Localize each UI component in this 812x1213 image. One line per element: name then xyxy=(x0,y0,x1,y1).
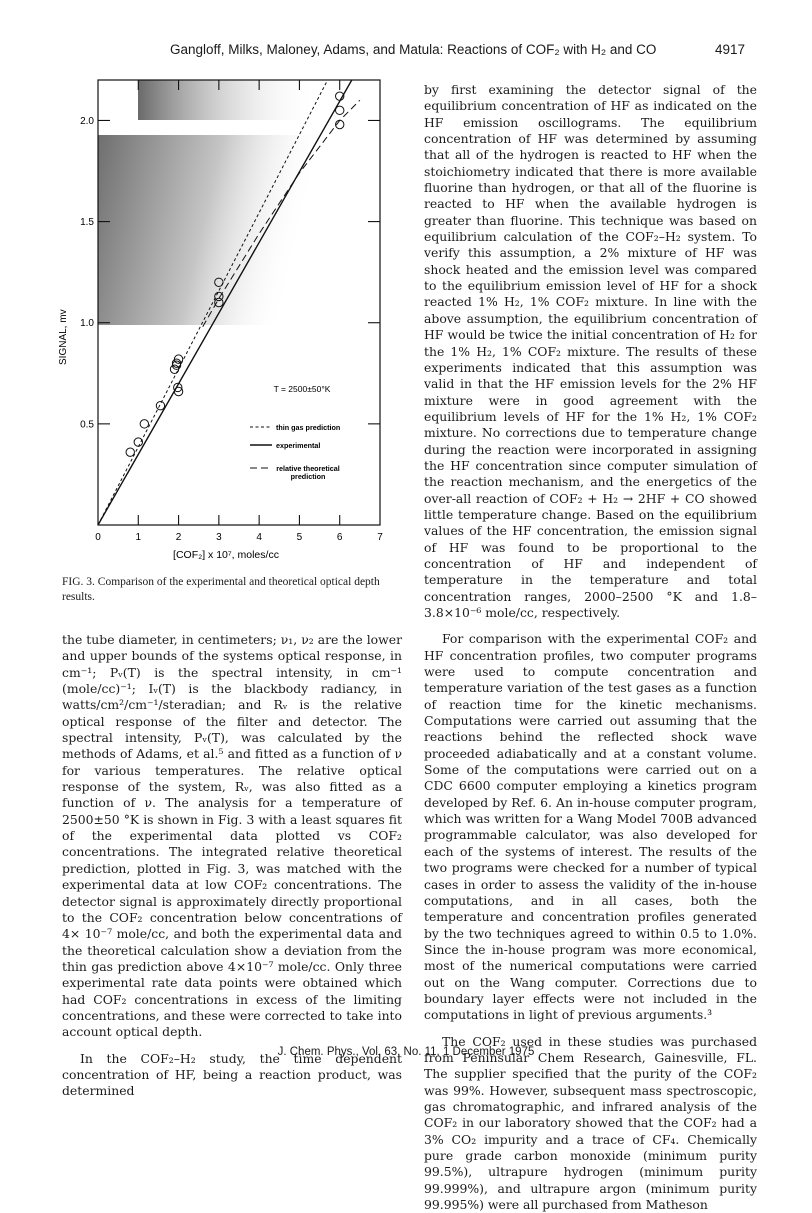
running-title: Gangloff, Milks, Maloney, Adams, and Matula: Reactions of COF₂ with H₂ and CO xyxy=(170,42,657,57)
y-axis-label: SIGNAL, mv xyxy=(58,309,69,365)
paragraph: by first examining the detector signal of the equilibrium concentration of HF as indicated on the HF emission oscillograms. The equilibrium concentration of HF was determined by assuming that all of the hydrogen is reacted to HF when the stoichiometry indicated that there is more available fluorine than hydrogen, or that all of the fluorine is reacted to HF when the available hydrogen is greater than fluorine. This technique was based on equilibrium calculation of the COF₂–H₂ system. To verify this assumption, a 2% mixture of HF was shock heated and the emission level was compared to the equilibrium emission level of HF for a shock reacted 1% H₂, 1% COF₂ mixture. In line with the above assumption, the equilibrium concentration of HF would be twice the initial concentration of H₂ for the 1% H₂, 1% COF₂ mixture. The results of these experiments indicated that this assumption was valid in that the HF emission levels for the 2% HF mixture were in good agreement with the equilibrium levels of HF for the 1% H₂, 1% COF₂ mixture. No corrections due to temperature change during the reaction were incorporated in assigning the HF concentration since computer simulation of the reaction mechanism, and the energetics of the over-all reaction of COF₂ + H₂ → 2HF + CO showed little temperature change. Based on the equilibrium values of the HF concentration, the emission signal of HF was found to be proportional to the concentration of HF and independent of temperature in the temperature and total concentration ranges, 2000–2500 °K and 1.8–3.8×10⁻⁶ mole/cc, respectively. xyxy=(424,82,757,620)
paragraph: For comparison with the experimental COF₂ and HF concentration profiles, two computer programs were used to compute concentration and temperature variation of the test gases as a function of reaction time for the kinetic mechanisms. Computations were carried out assuming that the reactions behind the reflected shock wave proceeded adiabatically and at a constant volume. Some of the computations were carried out on a CDC 6600 computer employing a kinetics program developed by Ref. 6. An in-house computer program, which was written for a Wang Model 700B advanced programmable calculator, was also developed for each of the systems of interest. The results of the two programs were checked for a number of typical cases in order to assess the validity of the in-house computations, and in all cases, both the temperature and concentration profiles generated by the two techniques agreed to within 0.5 to 1.0%. Since the in-house program was more economical, most of the numerical computations were carried out on the Wang computer. Corrections due to boundary layer effects were not included in the computations in light of previous arguments.³ xyxy=(424,631,757,1023)
y-tick-label: 0.5 xyxy=(80,419,94,431)
journal-footer: J. Chem. Phys., Vol. 63, No. 11, 1 December 1975 xyxy=(277,1046,535,1058)
right-column xyxy=(424,82,757,1213)
legend-label-experimental: experimental xyxy=(276,441,321,450)
x-tick-label: 6 xyxy=(336,532,343,543)
x-tick-label: 2 xyxy=(175,532,182,543)
legend-label-relative-1: relative theoretical xyxy=(276,464,340,473)
page-number: 4917 xyxy=(714,42,745,57)
paragraph: the tube diameter, in centimeters; ν₁, ν₂ are the lower and upper bounds of the systems optical response, in cm⁻¹; Pᵥ(T) is the spectral intensity, in cm⁻¹ (mole/cc)⁻¹; Iᵥ(T) is the blackbody radiancy, in watts/cm²/cm⁻¹/steradian; and Rᵥ is the relative optical response of the filter and detector. The spectral intensity, Pᵥ(T), was calculated by the methods of Adams, et al.⁵ and fitted as a function of ν for various temperatures. The relative optical response of the system, Rᵥ, was also fitted as a function of ν. The analysis for a temperature of 2500±50 °K is shown in Fig. 3 with a least squares fit of the experimental data plotted vs COF₂ concentrations. The integrated relative theoretical prediction, plotted in Fig. 3, was matched with the experimental data at low COF₂ concentrations. The detector signal is approximately directly proportional to the COF₂ concentration below concentrations of 4× 10⁻⁷ mole/cc, and both the experimental data and the theoretical calculation show a deviation from the thin gas prediction above 4×10⁻⁷ mole/cc. Only three experimental rate data points were obtained which had COF₂ concentrations in excess of the limiting concentrations, and these were corrected to take into account optical depth. xyxy=(62,632,402,1040)
x-tick-label: 0 xyxy=(95,532,101,543)
x-tick-label: 3 xyxy=(216,532,222,543)
x-tick-label: 4 xyxy=(256,532,262,543)
data-point xyxy=(156,401,164,409)
paragraph: The COF₂ used in these studies was purchased from Peninsular Chem Research, Gainesville, FL. The supplier specified that the purity of the COF₂ was 99%. However, subsequent mass spectroscopic, gas chromatographic, and infrared analysis of the COF₂ in our laboratory showed that the COF₂ had a 3% CO₂ impurity and a trace of CF₄. Chemically pure grade carbon monoxide (minimum purity 99.5%), ultrapure hydrogen (minimum purity 99.999%), and ultrapure argon (minimum purity 99.995%) were all purchased from Matheson xyxy=(424,1033,757,1213)
y-tick-label: 1.0 xyxy=(80,318,94,330)
x-tick-label: 7 xyxy=(377,532,383,543)
data-point xyxy=(126,448,134,456)
legend-label-thin-gas: thin gas prediction xyxy=(276,423,341,432)
data-point xyxy=(336,106,344,114)
x-tick-label: 5 xyxy=(296,532,303,543)
left-column xyxy=(62,632,402,1100)
data-point xyxy=(140,420,148,428)
shading-artifact-top xyxy=(138,80,318,120)
figure-caption: FIG. 3. Comparison of the experimental and theoretical optical depth results. xyxy=(62,576,380,603)
x-axis-label: [COF₂] x 10⁷, moles/cc xyxy=(173,549,279,561)
y-tick-label: 2.0 xyxy=(80,115,94,127)
paragraph: In the COF₂–H₂ study, the time dependent concentration of HF, being a reaction product, was determined xyxy=(62,1050,402,1099)
x-tick-label: 1 xyxy=(135,532,142,543)
y-tick-label: 1.5 xyxy=(80,217,94,229)
legend-label-relative-2: prediction xyxy=(290,472,326,481)
legend xyxy=(250,423,340,481)
figure-3-chart xyxy=(40,70,390,570)
temperature-annotation: T = 2500±50°K xyxy=(273,384,331,394)
